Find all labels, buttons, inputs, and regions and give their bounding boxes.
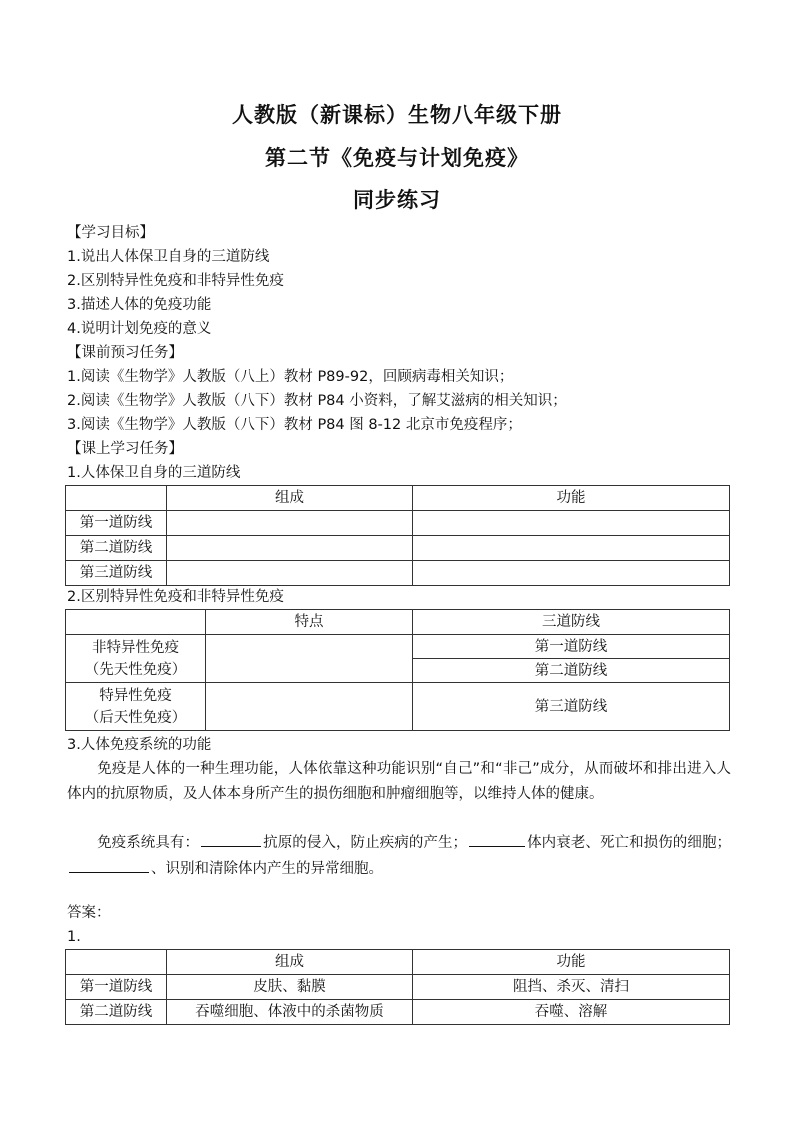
- nonspecific-label: 非特异性免疫: [92, 639, 179, 656]
- blank-cell: [413, 536, 730, 561]
- objective-item: 1.说出人体保卫自身的三道防线: [67, 249, 270, 265]
- objective-item: 4.说明计划免疫的意义: [67, 321, 212, 337]
- defense-line-cell: 第二道防线: [413, 659, 730, 683]
- paragraph-text: 体内衰老、死亡和损伤的细胞；: [527, 835, 732, 851]
- section-title: 第二节《免疫与计划免疫》: [265, 146, 529, 170]
- doc-title: 人教版（新课标）生物八年级下册: [232, 103, 562, 127]
- table-corner-cell: [66, 610, 206, 635]
- answers-heading: 答案：: [67, 905, 111, 921]
- paragraph-text: 、识别和清除体内产生的异常细胞。: [151, 860, 383, 877]
- answer-table: [65, 949, 730, 1025]
- class-tasks-heading: 【课上学习任务】: [67, 441, 183, 457]
- preview-item: 3.阅读《生物学》人教版（八下）教材 P84 图 8-12 北京市免疫程序；: [67, 417, 522, 433]
- fill-in-blank-paragraph: [67, 830, 731, 881]
- paragraph-text: 免疫是人体的一种生理功能，人体依靠这种功能识别“自己”和“非己”成分，从而破坏和排出进入人体内的抗原物质，及人体本身所产生的损伤细胞和肿瘤细胞等，以维持人体的健康。: [67, 761, 731, 802]
- row-header: 第一道防线: [66, 975, 167, 1000]
- answer-item-number: 1.: [67, 929, 81, 945]
- nonspecific-immunity-cell: [66, 635, 206, 683]
- defense-lines-table: [65, 485, 730, 586]
- answer-cell: 吞噬细胞、体液中的杀菌物质: [167, 1000, 413, 1025]
- blank-cell: [413, 511, 730, 536]
- nonspecific-sublabel: （先天性免疫）: [84, 661, 187, 678]
- preview-heading: 【课前预习任务】: [67, 345, 183, 361]
- task1-title: 1.人体保卫自身的三道防线: [67, 465, 241, 481]
- preview-item: 2.阅读《生物学》人教版（八下）教材 P84 小资料，了解艾滋病的相关知识；: [67, 393, 567, 409]
- specific-sublabel: （后天性免疫）: [84, 709, 187, 726]
- immunity-compare-table: [65, 609, 730, 731]
- row-header: 第一道防线: [66, 511, 167, 536]
- table-corner-cell: [66, 486, 167, 511]
- objective-item: 2.区别特异性免疫和非特异性免疫: [67, 273, 284, 289]
- specific-label: 特异性免疫: [99, 687, 172, 704]
- paragraph-text: 免疫系统具有：: [97, 835, 200, 851]
- defense-line-cell: 第三道防线: [413, 683, 730, 731]
- column-header: 组成: [167, 486, 413, 511]
- answer-cell: 阻挡、杀灭、清扫: [413, 975, 730, 1000]
- immune-function-paragraph: [67, 757, 731, 806]
- preview-item: 1.阅读《生物学》人教版（八上）教材 P89-92，回顾病毒相关知识；: [67, 369, 514, 385]
- exercise-title: 同步练习: [353, 188, 441, 212]
- column-header: 组成: [167, 950, 413, 975]
- answer-blank[interactable]: [469, 830, 525, 847]
- answer-cell: 吞噬、溶解: [413, 1000, 730, 1025]
- row-header: 第二道防线: [66, 1000, 167, 1025]
- column-header: 功能: [413, 486, 730, 511]
- blank-cell: [206, 683, 413, 731]
- blank-cell: [167, 536, 413, 561]
- blank-cell: [167, 511, 413, 536]
- objectives-heading: 【学习目标】: [67, 225, 154, 241]
- column-header: 特点: [206, 610, 413, 635]
- answer-cell: 皮肤、黏膜: [167, 975, 413, 1000]
- row-header: 第二道防线: [66, 536, 167, 561]
- blank-cell: [206, 635, 413, 683]
- table-corner-cell: [66, 950, 167, 975]
- column-header: 功能: [413, 950, 730, 975]
- task2-title: 2.区别特异性免疫和非特异性免疫: [67, 589, 284, 605]
- column-header: 三道防线: [413, 610, 730, 635]
- row-header: 第三道防线: [66, 561, 167, 586]
- objective-item: 3.描述人体的免疫功能: [67, 297, 212, 313]
- answer-blank[interactable]: [69, 856, 149, 873]
- paragraph-text: 抗原的侵入，防止疾病的产生；: [263, 835, 468, 851]
- blank-cell: [167, 561, 413, 586]
- specific-immunity-cell: [66, 683, 206, 731]
- defense-line-cell: 第一道防线: [413, 635, 730, 659]
- blank-cell: [413, 561, 730, 586]
- answer-blank[interactable]: [201, 830, 261, 847]
- task3-title: 3.人体免疫系统的功能: [67, 737, 212, 753]
